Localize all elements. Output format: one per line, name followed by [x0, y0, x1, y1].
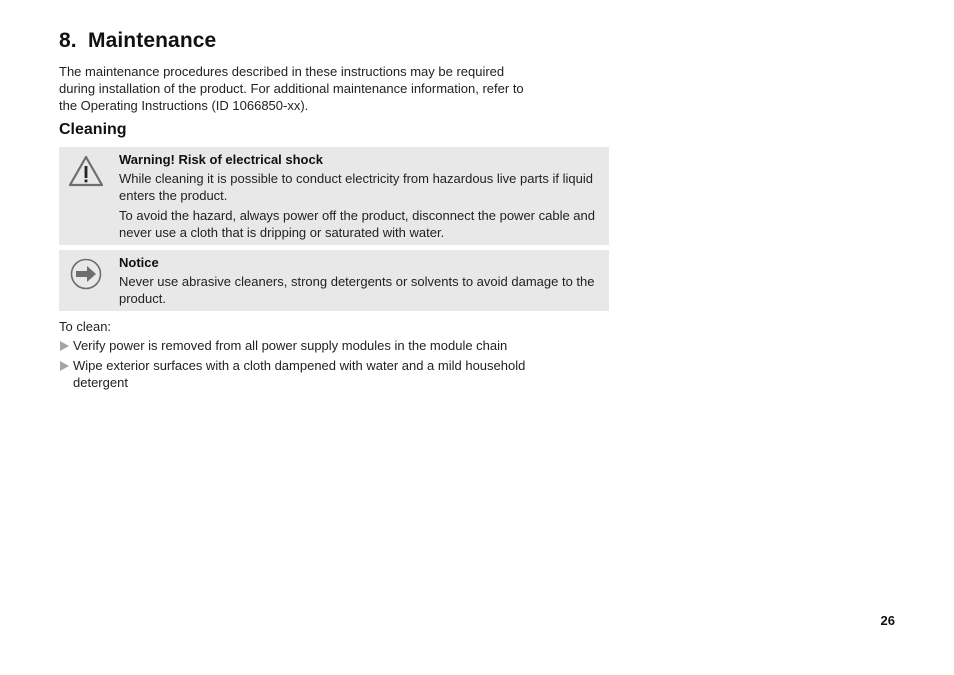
procedure-step	[59, 337, 579, 354]
subsection-title: Cleaning	[59, 121, 127, 138]
notice-box	[59, 250, 609, 311]
procedure-step-text: Wipe exterior surfaces with a cloth dampened with water and a mild household detergent	[73, 358, 526, 390]
intro-paragraph	[59, 63, 579, 114]
procedure-steps	[59, 337, 579, 394]
warning-text	[119, 151, 604, 244]
section-number: 8.	[59, 29, 77, 52]
triangle-bullet-icon	[60, 341, 69, 351]
notice-heading: Notice	[119, 255, 159, 270]
intro-line: The maintenance procedures described in these instructions may be required	[59, 64, 505, 79]
warning-heading: Warning! Risk of electrical shock	[119, 152, 323, 167]
triangle-bullet-icon	[60, 361, 69, 371]
warning-triangle-icon	[67, 153, 105, 189]
page-number: 26	[880, 613, 895, 628]
warning-paragraph: To avoid the hazard, always power off the product, disconnect the power cable and never use a cloth that is dripping or saturated with water.	[119, 208, 595, 240]
warning-box	[59, 147, 609, 245]
warning-paragraph: While cleaning it is possible to conduct electricity from hazardous live parts if liquid enters the product.	[119, 171, 593, 203]
arrow-right-circle-icon	[67, 256, 105, 292]
procedure-intro: To clean:	[59, 319, 112, 334]
notice-text	[119, 254, 604, 310]
notice-paragraph: Never use abrasive cleaners, strong detergents or solvents to avoid damage to the product.	[119, 274, 595, 306]
section-title	[59, 29, 216, 53]
intro-line: the Operating Instructions (ID 1066850-xx).	[59, 98, 309, 113]
procedure-step-text: Verify power is removed from all power supply modules in the module chain	[73, 338, 508, 353]
procedure-step	[59, 357, 579, 391]
intro-line: during installation of the product. For additional maintenance information, refer to	[59, 81, 524, 96]
section-title-text: Maintenance	[88, 29, 217, 52]
